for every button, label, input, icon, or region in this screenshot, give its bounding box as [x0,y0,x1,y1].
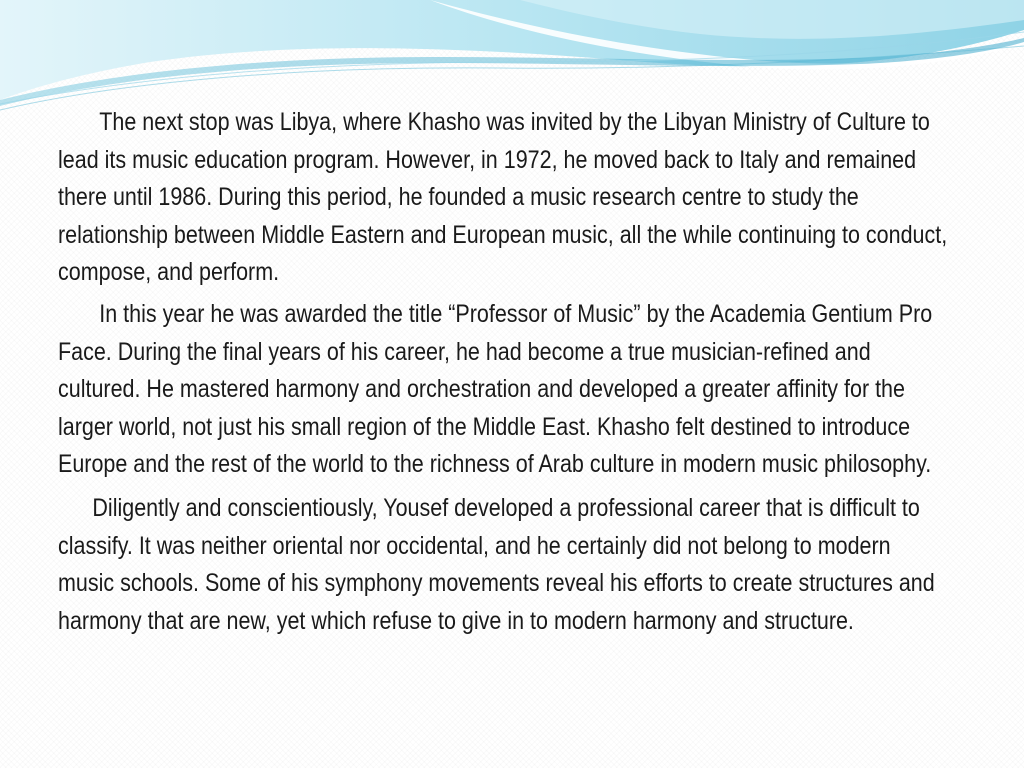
paragraph-professor-title: In this year he was awarded the title “Professor of Music” by the Academia Gentium Pro Face. During the final years of his career, he had become a true musician-refined and cultured. He mastered harmony and orchestration and developed a greater affinity for the larger world, not just his small region of the Middle East. Khasho felt destined to introduce Europe and the rest of the world to the richness of Arab culture in modern music philosophy. [58,299,933,479]
paragraph-libya: The next stop was Libya, where Khasho was invited by the Libyan Ministry of Culture to lead its music education program. However, in 1972, he moved back to Italy and remained there until 1986. During this period, he founded a music research centre to study the relationship between Middle Eastern and European music, all the while continuing to conduct, compose, and perform. [58,108,948,287]
header-wave-decoration [0,0,1024,120]
slide-body [58,104,948,640]
paragraph-career: Diligently and conscientiously, Yousef developed a professional career that is difficult to classify. It was neither oriental nor occidental, and he certainly did not belong to modern music schools. Some of his symphony movements reveal his efforts to create structures and harmony that are new, yet which refuse to give in to modern harmony and structure. [58,493,935,635]
